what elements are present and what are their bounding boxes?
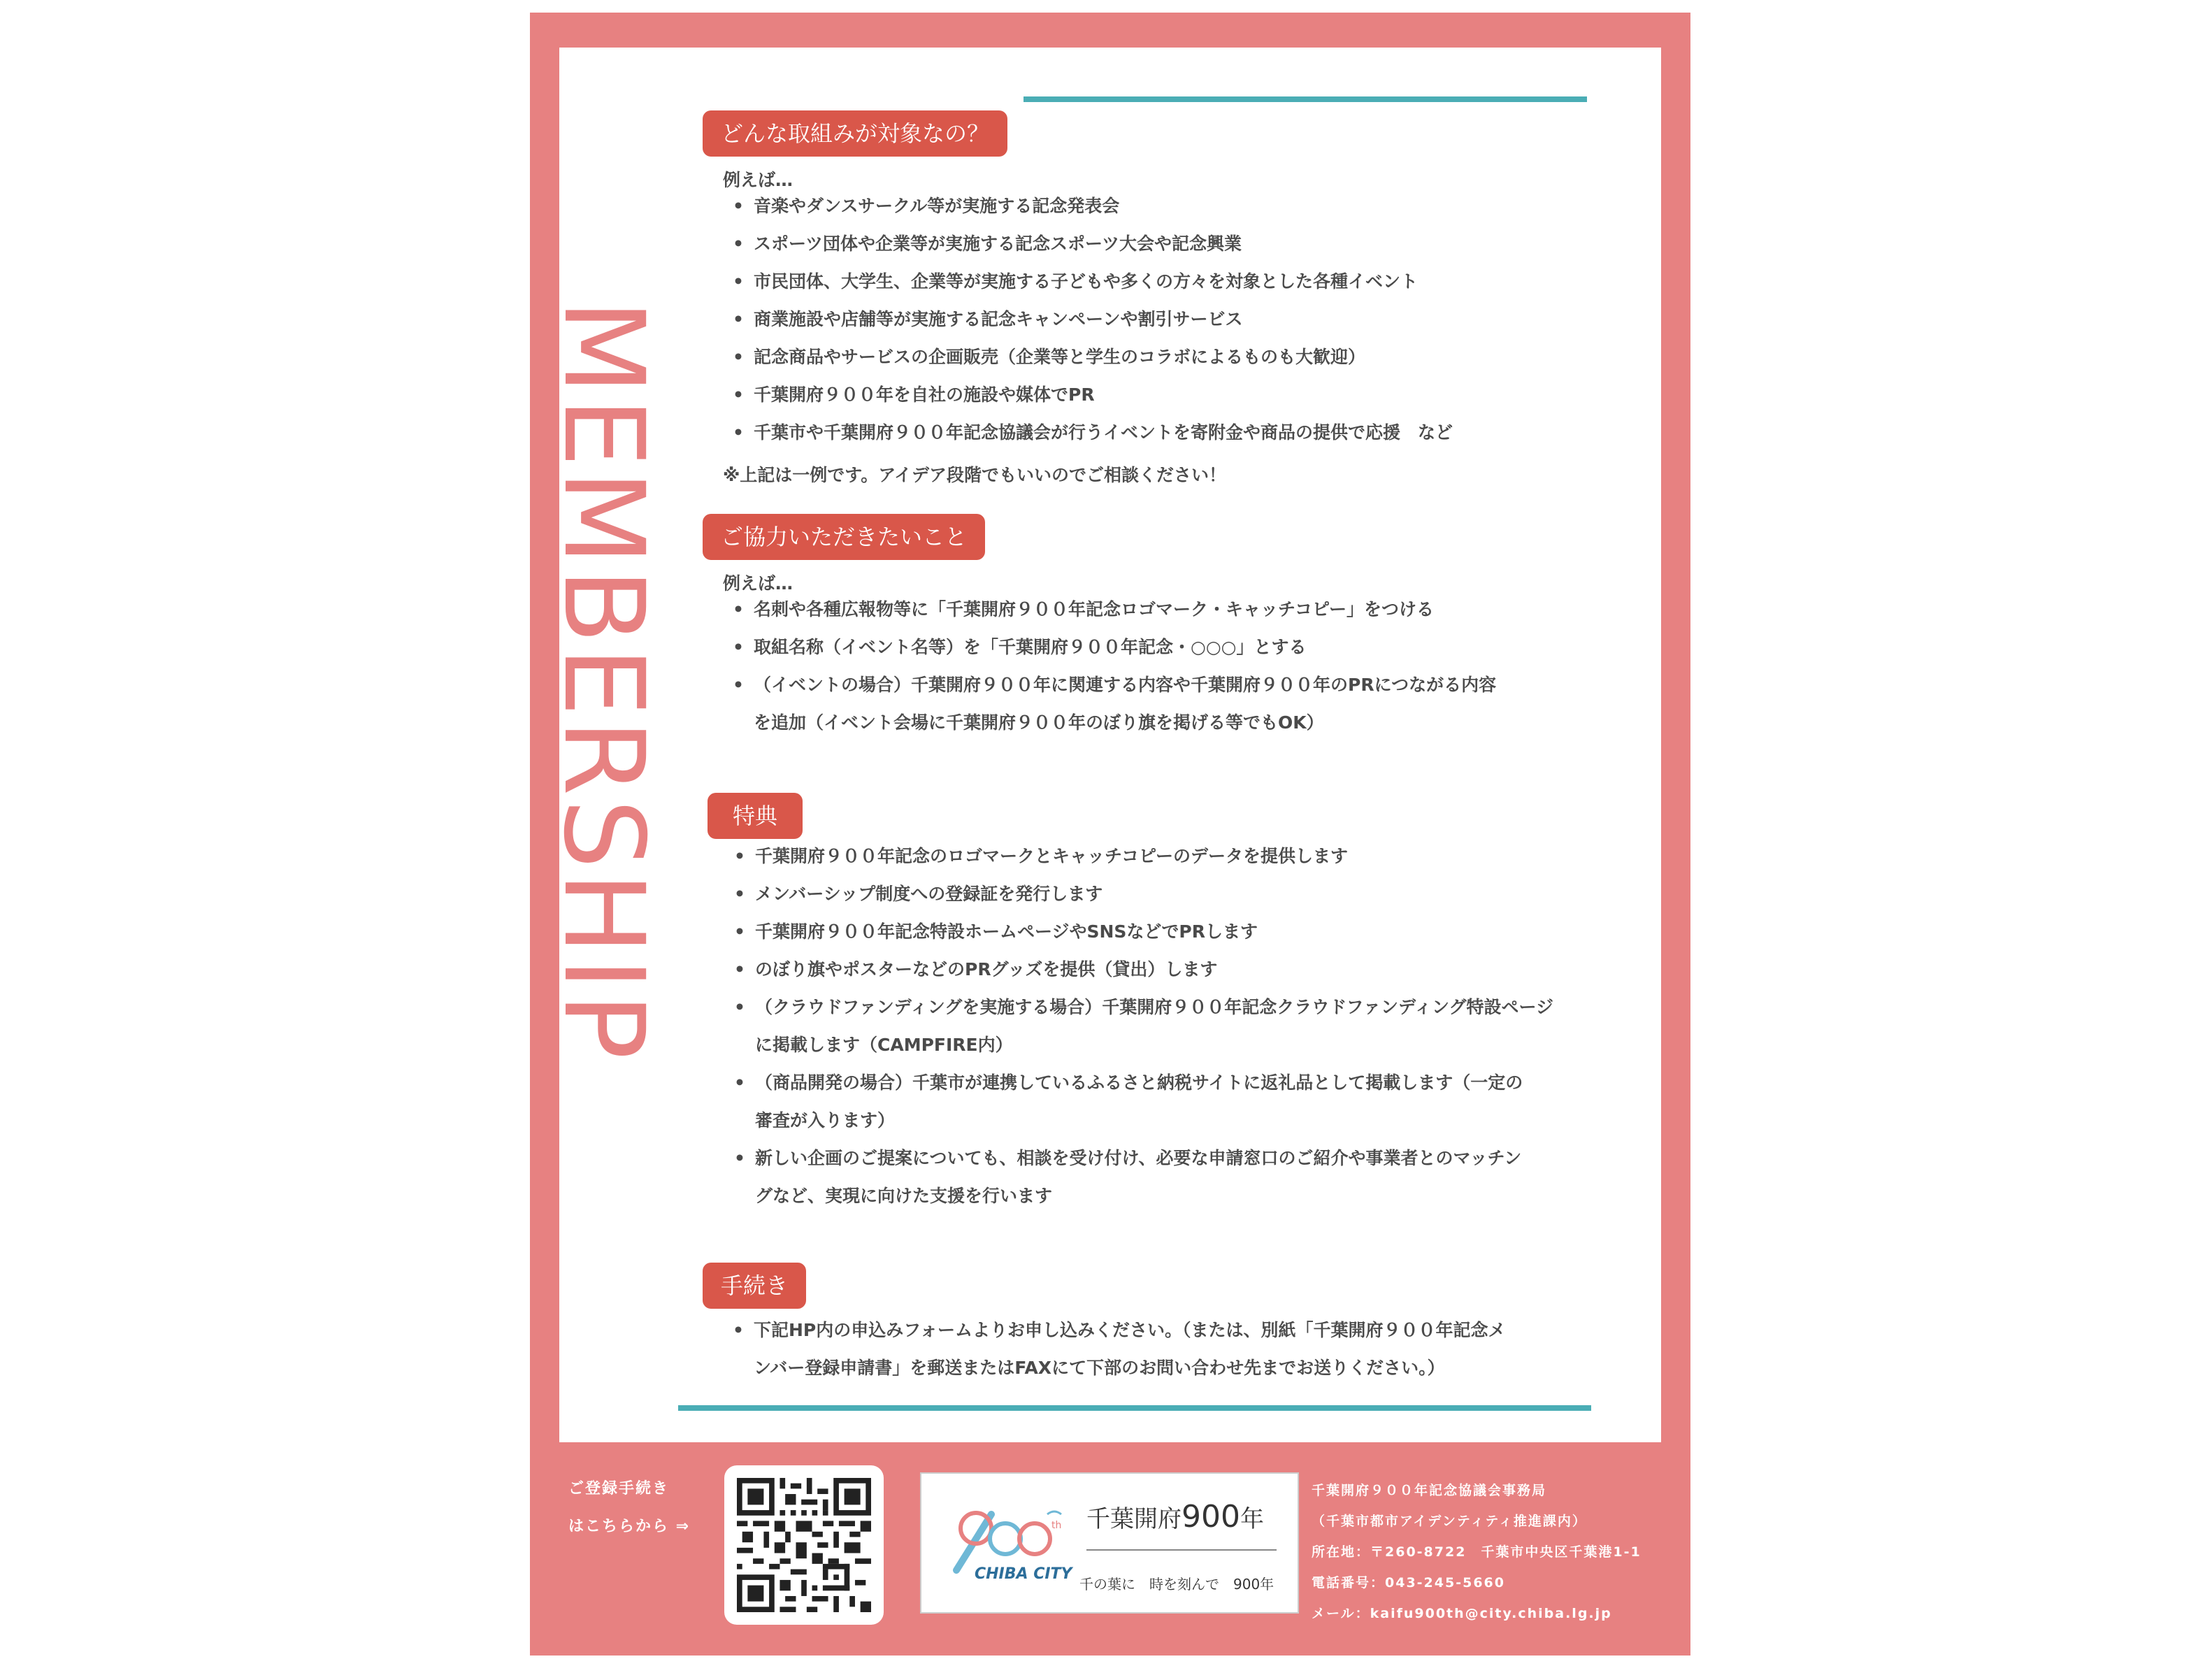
- registration-qr-code[interactable]: [724, 1465, 884, 1625]
- list-item-continued: 審査が入ります）: [755, 1110, 896, 1130]
- list-item: • 記念商品やサービスの企画販売（企業等と学生のコラボによるものも大歓迎）: [728, 338, 1453, 376]
- procedure-list: [728, 1312, 1506, 1387]
- cooperation-list: [728, 591, 1496, 742]
- list-item: • 千葉開府９００年を自社の施設や媒体でPR: [728, 376, 1453, 414]
- section-heading-cooperation: ご協力いただきたいこと: [703, 514, 985, 560]
- section-heading-targets: どんな取組みが対象なの？: [703, 110, 1007, 157]
- logo-th: th: [1051, 1520, 1062, 1531]
- section-heading-procedure: 手続き: [703, 1263, 806, 1309]
- contact-phone: 電話番号：043-245-5660: [1312, 1575, 1505, 1590]
- list-item: • 取組名称（イベント名等）を「千葉開府９００年記念・○○○」とする: [728, 629, 1496, 666]
- list-item: • 市民団体、大学生、企業等が実施する子どもや多くの方々を対象とした各種イベント: [728, 263, 1453, 301]
- logo-title: [1086, 1499, 1264, 1535]
- list-item: • 千葉開府９００年記念のロゴマークとキャッチコピーのデータを提供します: [730, 838, 1553, 875]
- list-item: • （イベントの場合）千葉開府９００年に関連する内容や千葉開府９００年のPRにつながる内容: [728, 666, 1496, 704]
- membership-vertical-title: MEMBERSHIP: [539, 299, 668, 1063]
- list-item: • （クラウドファンディングを実施する場合）千葉開府９００年記念クラウドファンディング特設ページ: [730, 989, 1553, 1026]
- qr-code-icon: [737, 1478, 871, 1612]
- contact-org: 千葉開府９００年記念協議会事務局: [1312, 1483, 1547, 1498]
- list-item: • 商業施設や店舗等が実施する記念キャンペーンや割引サービス: [728, 301, 1453, 338]
- list-item-continued: を追加（イベント会場に千葉開府９００年のぼり旗を掲げる等でもOK）: [754, 712, 1324, 733]
- benefits-list: [730, 838, 1553, 1215]
- list-item: • メンバーシップ制度への登録証を発行します: [730, 875, 1553, 913]
- targets-list: [728, 187, 1453, 452]
- list-item: • 新しい企画のご提案についても、相談を受け付け、必要な申請窓口のご紹介や事業者とのマッチン: [730, 1140, 1553, 1177]
- list-item: • スポーツ団体や企業等が実施する記念スポーツ大会や記念興業: [728, 225, 1453, 263]
- registration-cta: [568, 1470, 690, 1546]
- targets-note: ※上記は一例です。アイデア段階でもいいのでご相談ください！: [723, 465, 1227, 485]
- chiba-900th-logo-card: [920, 1472, 1299, 1614]
- contact-dept: （千葉市都市アイデンティティ推進課内）: [1312, 1514, 1587, 1529]
- logo-title-number: 900: [1182, 1499, 1240, 1535]
- list-item: • 千葉市や千葉開府９００年記念協議会が行うイベントを寄附金や商品の提供で応援 など: [728, 414, 1453, 452]
- cta-line-2: はこちらから ⇒: [568, 1518, 691, 1535]
- logo-divider: [1086, 1549, 1277, 1551]
- list-item: • 千葉開府９００年記念特設ホームページやSNSなどでPRします: [730, 913, 1553, 951]
- bottom-teal-rule: [678, 1405, 1591, 1411]
- list-item-continued: グなど、実現に向けた支援を行います: [755, 1186, 1053, 1206]
- contact-email[interactable]: メール：kaifu900th@city.chiba.lg.jp: [1312, 1606, 1612, 1621]
- list-item: • （商品開発の場合）千葉市が連携しているふるさと納税サイトに返礼品として掲載します（一定の: [730, 1064, 1553, 1102]
- intro-text: 例えば…: [723, 170, 793, 190]
- list-item: • 下記HP内の申込みフォームよりお申し込みください。（または、別紙「千葉開府９００年記念メ: [728, 1312, 1506, 1349]
- section-heading-benefits: 特典: [708, 793, 803, 839]
- list-item: • のぼり旗やポスターなどのPRグッズを提供（貸出）します: [730, 951, 1553, 989]
- list-item: • 音楽やダンスサークル等が実施する記念発表会: [728, 187, 1453, 225]
- chiba-900th-logo-mark: [942, 1500, 1075, 1594]
- contact-address: 所在地：〒260-8722 千葉市中央区千葉港1-1: [1312, 1544, 1642, 1560]
- logo-title-prefix: 千葉開府: [1086, 1505, 1182, 1533]
- logo-title-suffix: 年: [1240, 1505, 1264, 1533]
- intro-text: 例えば…: [723, 573, 793, 594]
- chiba-900-logo-icon: [942, 1500, 1075, 1591]
- cta-line-1: ご登録手続き: [568, 1480, 670, 1498]
- list-item-continued: に掲載します（CAMPFIRE内）: [755, 1035, 1013, 1055]
- list-item-continued: ンバー登録申請書」を郵送またはFAXにて下部のお問い合わせ先までお送りください。）: [754, 1358, 1445, 1378]
- contact-info: [1312, 1475, 1642, 1629]
- list-item: • 名刺や各種広報物等に「千葉開府９００年記念ロゴマーク・キャッチコピー」をつける: [728, 591, 1496, 629]
- top-teal-rule: [1024, 96, 1587, 102]
- logo-city-name: CHIBA CITY: [975, 1565, 1072, 1583]
- logo-tagline: 千の葉に 時を刻んで 900年: [1079, 1576, 1274, 1593]
- content-panel: [539, 48, 1661, 1442]
- membership-flyer: [530, 13, 1690, 1656]
